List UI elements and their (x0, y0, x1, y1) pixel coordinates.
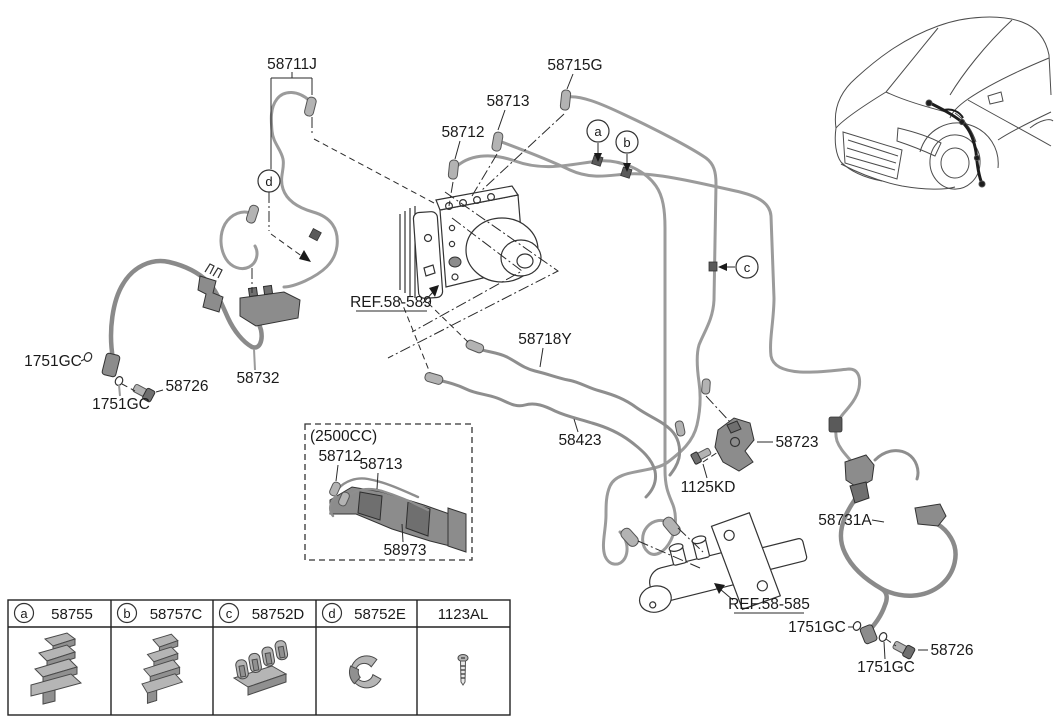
legend-table (8, 600, 510, 715)
fittings-and-clips (83, 90, 946, 660)
label-58711j[interactable]: 58711J (267, 56, 317, 73)
brake-hoses (111, 261, 955, 631)
callout-d-letter: d (265, 174, 273, 189)
abs-hydraulic-unit (400, 186, 541, 299)
label-58715g[interactable]: 58715G (547, 57, 603, 74)
legend-marker-c: c (225, 606, 233, 621)
label-58713[interactable]: 58713 (486, 93, 530, 110)
legend-cell-d[interactable] (323, 604, 406, 624)
hose-58732 (111, 261, 262, 359)
label-58973[interactable]: 58973 (383, 542, 427, 559)
label-ref-58-585[interactable]: REF.58-585 (728, 596, 810, 613)
bolt-1125kd (690, 446, 712, 465)
flare-nut-small-loop (245, 204, 259, 224)
label-58718y[interactable]: 58718Y (518, 331, 572, 348)
callout-a[interactable] (587, 120, 609, 162)
abs-cooling-fins (400, 206, 415, 298)
gasket-ring (878, 631, 888, 642)
label-1125kd[interactable]: 1125KD (680, 479, 736, 496)
tube-58718y (476, 348, 680, 475)
legend-marker-d: d (328, 606, 336, 621)
banjo-58732 (102, 353, 121, 378)
hose-58731a-loop (882, 520, 956, 596)
label-58732[interactable]: 58732 (236, 370, 280, 387)
tube-58423 (434, 379, 656, 497)
legend-cell-c[interactable] (220, 604, 305, 624)
abs-port-fitting (449, 257, 461, 267)
legend-part-58752e[interactable]: 58752E (354, 606, 406, 623)
bracket-58731a-mid (915, 504, 946, 526)
callout-a-letter: a (594, 124, 602, 139)
legend-marker-b: b (123, 606, 131, 621)
flare-nut-58715g (560, 90, 571, 111)
label-58726-lh[interactable]: 58726 (165, 378, 209, 395)
brake-tubes (221, 92, 860, 564)
clip-58755-icon (31, 633, 81, 704)
flare-nut-58712 (448, 160, 459, 180)
label-58423[interactable]: 58423 (558, 432, 602, 449)
label-58726-rh[interactable]: 58726 (930, 642, 974, 659)
banjo-fitting-right (661, 515, 682, 537)
legend-part-1123al[interactable]: 1123AL (437, 606, 489, 623)
gasket-ring (114, 375, 124, 386)
label-58731a[interactable]: 58731A (818, 512, 872, 529)
flare-nut-rear-line (701, 379, 710, 395)
callout-d[interactable] (258, 170, 280, 192)
legend-cell-1123al[interactable] (438, 606, 489, 623)
label-variant-2500cc: (2500CC) (310, 428, 378, 445)
hose-clip-lh (198, 276, 223, 312)
clip-58752e-icon (346, 654, 382, 691)
clip-58752d-icon (234, 640, 288, 695)
label-1751gc-rh1[interactable]: 1751GC (788, 619, 846, 636)
clip-58757c-icon (142, 634, 182, 703)
banjo-58731a (859, 624, 877, 645)
vehicle-inset-drawing (835, 17, 1053, 189)
bolt-58726-rh (891, 639, 915, 659)
sensor-tube-rh (875, 451, 918, 479)
arrowhead (718, 263, 727, 271)
screw-1123al-icon (458, 655, 468, 686)
label-58712[interactable]: 58712 (441, 124, 485, 141)
label-58712-variant[interactable]: 58712 (318, 448, 362, 465)
bracket-58732 (240, 292, 300, 326)
gasket-ring (83, 351, 93, 362)
legend-cell-b[interactable] (118, 604, 203, 624)
callout-b-letter: b (623, 135, 631, 150)
legend-part-58757c[interactable]: 58757C (149, 606, 203, 623)
legend-part-58752d[interactable]: 58752D (251, 606, 305, 623)
flare-nut-58713 (491, 131, 503, 151)
clip-rh-line (829, 417, 842, 432)
arrowhead (299, 250, 311, 262)
label-1751gc-rh2[interactable]: 1751GC (857, 659, 915, 676)
callout-c-letter: c (743, 260, 751, 275)
vehicle-harness-highlight (928, 102, 981, 181)
legend-cell-a[interactable] (15, 604, 93, 624)
label-ref-58-589[interactable]: REF.58-589 (350, 294, 432, 311)
tube-58713-line-b (499, 141, 860, 469)
label-58713-variant[interactable]: 58713 (359, 456, 403, 473)
callout-b[interactable] (616, 131, 638, 172)
banjo-fitting-left (619, 526, 641, 548)
callout-c[interactable] (718, 256, 758, 278)
label-58723[interactable]: 58723 (775, 434, 819, 451)
legend-marker-a: a (20, 606, 28, 621)
label-1751gc-lh2[interactable]: 1751GC (92, 396, 150, 413)
flare-nut-58423 (424, 372, 444, 386)
label-1751gc-lh1[interactable]: 1751GC (24, 353, 82, 370)
clip-mark-c (709, 262, 717, 271)
clip-mark-d (309, 229, 321, 241)
legend-part-58755[interactable]: 58755 (51, 606, 93, 623)
flare-nut-58711j (304, 96, 317, 117)
